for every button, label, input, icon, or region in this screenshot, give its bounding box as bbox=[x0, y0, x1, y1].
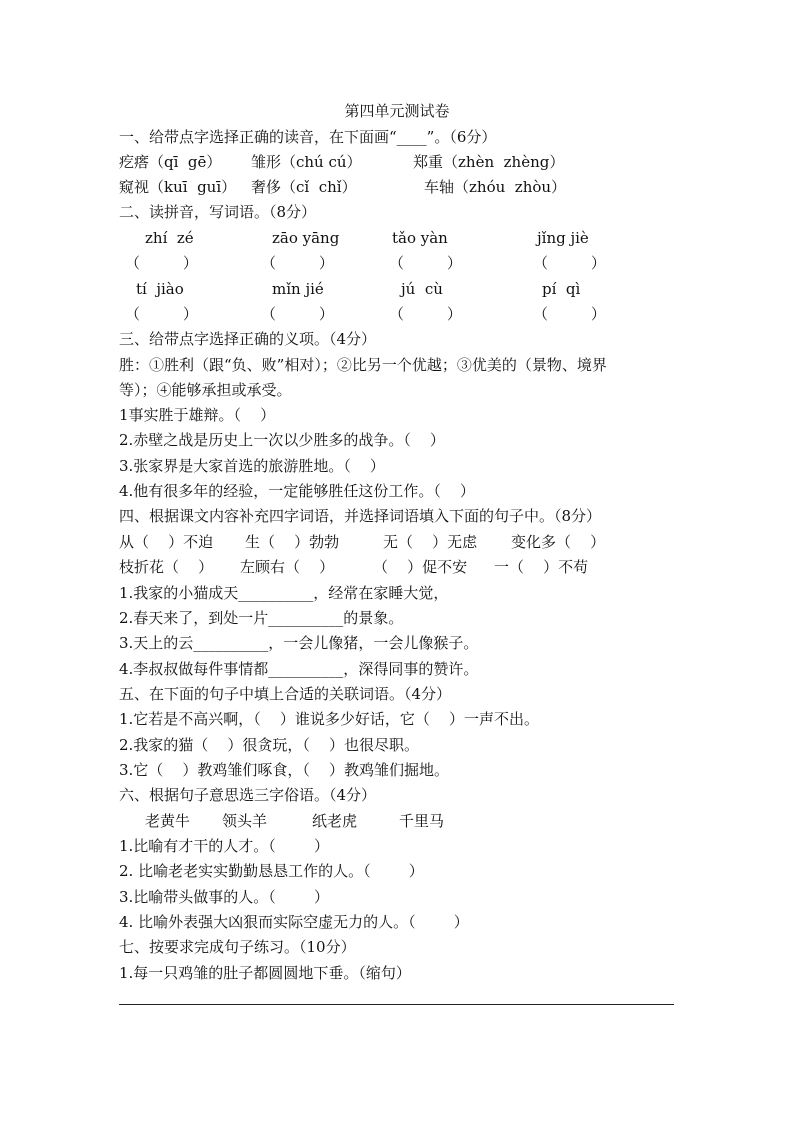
section-5-heading: 五、在下面的句子中填上合适的关联词语。（4分） bbox=[119, 685, 452, 703]
idiom-item: 一（ ）不苟 bbox=[494, 558, 589, 576]
question-item: 2.我家的猫（ ）很贪玩，（ ）也很尽职。 bbox=[119, 736, 419, 754]
question-item: 1.我家的小猫成天__________，经常在家睡大觉， bbox=[119, 584, 449, 602]
pinyin-cue: pí qì bbox=[542, 280, 581, 298]
pinyin-cue: zāo yāng bbox=[272, 229, 340, 247]
question-item: 1.比喻有才干的人才。（ ） bbox=[119, 837, 329, 855]
question-item: 3.天上的云__________，一会儿像猪，一会儿像猴子。 bbox=[119, 634, 479, 652]
section-2-heading: 二、读拼音，写词语。（8分） bbox=[119, 203, 317, 221]
idiom-item: 无（ ）无虑 bbox=[383, 533, 478, 551]
section-1-heading: 一、给带点字选择正确的读音，在下面画“____”。（6分） bbox=[119, 128, 497, 146]
pronunciation-item: 郑重（zhèn zhèng） bbox=[413, 153, 565, 171]
answer-blank[interactable]: （ ） bbox=[125, 305, 198, 323]
idiom-item: 变化多（ ） bbox=[511, 533, 606, 551]
section-7-heading: 七、按要求完成句子练习。（10分） bbox=[119, 938, 356, 956]
pinyin-cue: mǐn jié bbox=[272, 280, 324, 298]
pronunciation-item: 雏形（chú cú） bbox=[251, 153, 362, 171]
question-item: 4.他有很多年的经验，一定能够胜任这份工作。（ ） bbox=[119, 482, 475, 500]
idiom-item: 生（ ）勃勃 bbox=[245, 533, 340, 551]
answer-blank[interactable]: （ ） bbox=[261, 305, 334, 323]
idiom-item: 枝折花（ ） bbox=[119, 558, 214, 576]
word-option: 领头羊 bbox=[222, 812, 268, 830]
definition-line: 等）；④能够承担或承受。 bbox=[119, 381, 292, 399]
question-item: 1事实胜于雄辩。（ ） bbox=[119, 406, 276, 424]
pronunciation-item: 窥视（kuī guī） bbox=[119, 178, 237, 196]
word-option: 老黄牛 bbox=[145, 812, 191, 830]
pronunciation-item: 疙瘩（qī gē） bbox=[119, 153, 222, 171]
idiom-item: 从（ ）不迫 bbox=[119, 533, 214, 551]
answer-blank[interactable]: （ ） bbox=[389, 254, 462, 272]
question-item: 2. 比喻老老实实勤勤恳恳工作的人。（ ） bbox=[119, 862, 424, 880]
pronunciation-item: 奢侈（cǐ chǐ） bbox=[251, 178, 357, 196]
section-3-heading: 三、给带点字选择正确的义项。（4分） bbox=[119, 330, 377, 348]
idiom-item: 左顾右（ ） bbox=[240, 558, 335, 576]
answer-blank[interactable]: （ ） bbox=[125, 254, 198, 272]
question-item: 3.张家界是大家首选的旅游胜地。（ ） bbox=[119, 457, 385, 475]
answer-blank[interactable]: （ ） bbox=[261, 254, 334, 272]
question-item: 3.它（ ）教鸡雏们啄食，（ ）教鸡雏们掘地。 bbox=[119, 761, 449, 779]
section-6-heading: 六、根据句子意思选三字俗语。（4分） bbox=[119, 786, 377, 804]
answer-blank[interactable]: （ ） bbox=[533, 254, 606, 272]
pinyin-cue: jú cù bbox=[401, 280, 443, 298]
question-item: 1.它若是不高兴啊，（ ）谁说多少好话，它（ ）一声不出。 bbox=[119, 710, 539, 728]
question-item: 4.李叔叔做每件事情都__________，深得同事的赞许。 bbox=[119, 660, 479, 678]
pinyin-cue: tí jiào bbox=[136, 280, 184, 298]
pronunciation-item: 车轴（zhóu zhòu） bbox=[424, 178, 567, 196]
question-item: 4. 比喻外表强大凶狠而实际空虚无力的人。（ ） bbox=[119, 913, 469, 931]
answer-line[interactable] bbox=[119, 1004, 674, 1005]
pinyin-cue: tǎo yàn bbox=[392, 229, 448, 247]
answer-blank[interactable]: （ ） bbox=[533, 305, 606, 323]
pinyin-cue: jǐng jiè bbox=[537, 229, 589, 247]
pinyin-cue: zhí zé bbox=[145, 229, 194, 247]
word-option: 千里马 bbox=[399, 812, 445, 830]
question-item: 1.每一只鸡雏的肚子都圆圆地下垂。（缩句） bbox=[119, 964, 411, 982]
word-option: 纸老虎 bbox=[312, 812, 358, 830]
section-4-heading: 四、根据课文内容补充四字词语，并选择词语填入下面的句子中。（8分） bbox=[119, 507, 602, 525]
question-item: 2.春天来了，到处一片__________的景象。 bbox=[119, 609, 404, 627]
answer-blank[interactable]: （ ） bbox=[389, 305, 462, 323]
page-title: 第四单元测试卷 bbox=[344, 102, 450, 120]
question-item: 3.比喻带头做事的人。（ ） bbox=[119, 888, 329, 906]
question-item: 2.赤壁之战是历史上一次以少胜多的战争。（ ） bbox=[119, 431, 445, 449]
idiom-item: （ ）促不安 bbox=[373, 558, 468, 576]
definition-line: 胜：①胜利（跟“负、败”相对）；②比另一个优越；③优美的（景物、境界 bbox=[119, 356, 607, 374]
